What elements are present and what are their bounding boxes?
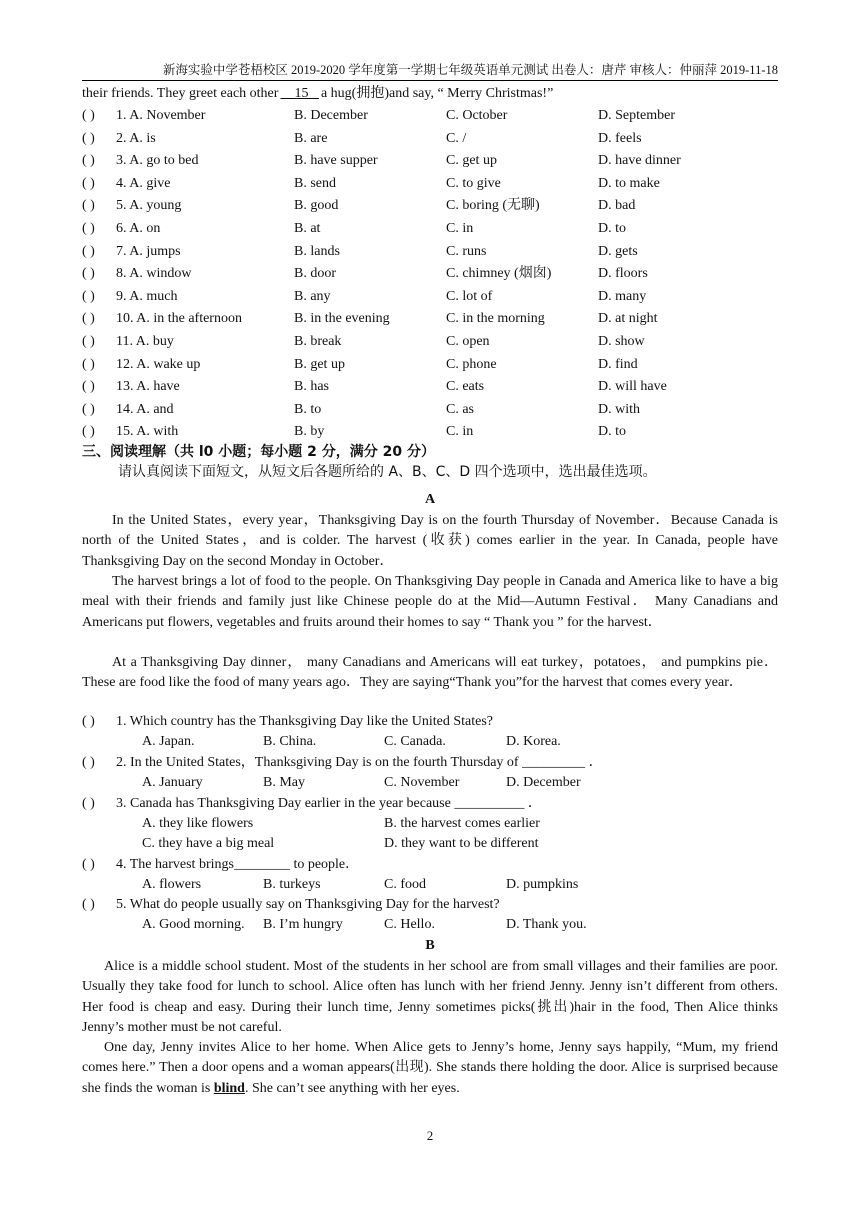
question-option: A. Good morning. — [142, 917, 245, 932]
answer-blank: ( ) — [82, 108, 95, 123]
option-b: B. at — [294, 221, 321, 236]
answer-blank: ( ) — [82, 379, 95, 395]
question-option: A. flowers — [142, 877, 202, 892]
question-option: B. May — [263, 775, 305, 790]
passage-a-paragraph-3: At a Thanksgiving Day dinner， many Canadians and Americans will eat turkey，potatoes， and pumpkins pie．These are food like the food of many years ago．They are saying“Thank you”for the harvest that comes every year． — [82, 655, 778, 691]
option-d: D. September — [598, 108, 675, 123]
cloze-row — [82, 195, 782, 217]
cloze-row — [82, 399, 782, 421]
option-b: B. in the evening — [294, 311, 390, 327]
option-a: 7. A. jumps — [116, 243, 181, 259]
option-c: C. phone — [446, 356, 497, 372]
question-text: 3. Canada has Thanksgiving Day earlier in the year because __________ ． — [116, 796, 542, 811]
option-a: 12. A. wake up — [116, 356, 201, 372]
option-c: C. in — [446, 221, 474, 236]
option-c: C. to give — [446, 175, 501, 191]
option-b: B. door — [294, 266, 336, 282]
option-d: D. gets — [598, 243, 638, 259]
question-option: C. Canada. — [384, 734, 446, 749]
option-b: B. break — [294, 334, 342, 349]
option-a: 4. A. give — [116, 175, 171, 191]
cloze-row — [82, 105, 782, 127]
question-option: B. China. — [263, 734, 317, 749]
question-option: B. the harvest comes earlier — [384, 816, 540, 831]
cloze-row — [82, 376, 782, 398]
question-option: A. January — [142, 775, 203, 790]
option-a: 13. A. have — [116, 379, 180, 395]
question-option: B. I’m hungry — [263, 917, 343, 932]
answer-blank: ( ) — [82, 221, 95, 236]
cloze-row — [82, 218, 782, 240]
answer-blank: ( ) — [82, 266, 95, 282]
option-a: 9. A. much — [116, 288, 178, 304]
option-a: 8. A. window — [116, 266, 192, 282]
option-a: 14. A. and — [116, 401, 174, 417]
passage-b-paragraph-1: Alice is a middle school student. Most of the students in her school are from small villages and their families are poor. Usually they take food for lunch to school. Alice often has lunch with her friend Jenny. Jenny isn’t different from others. Her food is cheap and easy. During their lunch time, Jenny sometimes picks(挑出)hair in the food, Then Alice thinks Jenny’s mother must be not careful. — [82, 959, 778, 1035]
option-c: C. October — [446, 108, 508, 123]
cloze-row — [82, 308, 782, 330]
intro-blank: 15 — [294, 86, 309, 101]
question-text: 5. What do people usually say on Thanksgiving Day for the harvest? — [116, 897, 500, 912]
option-c: C. lot of — [446, 288, 493, 304]
cloze-row — [82, 241, 782, 263]
cloze-row — [82, 263, 782, 285]
option-d: D. feels — [598, 130, 642, 146]
option-b: B. good — [294, 198, 339, 214]
cloze-row — [82, 173, 782, 195]
option-c: C. runs — [446, 243, 487, 259]
answer-blank: ( ) — [82, 243, 95, 259]
question-option: B. turkeys — [263, 877, 321, 892]
option-d: D. to make — [598, 175, 660, 191]
page-header: 新海实验中学苍梧校区 2019-2020 学年度第一学期七年级英语单元测试 出卷人：唐芹 审核人：仲丽萍 2019-11-18 — [82, 62, 778, 81]
answer-blank: ( ) — [82, 288, 95, 304]
option-d: D. find — [598, 356, 638, 372]
cloze-row — [82, 354, 782, 376]
answer-blank: ( ) — [82, 424, 95, 440]
cloze-intro-line — [82, 84, 553, 104]
option-b: B. by — [294, 424, 325, 440]
option-a: 3. A. go to bed — [116, 153, 199, 169]
option-b: B. have supper — [294, 153, 378, 169]
option-c: C. chimney (烟囱) — [446, 266, 552, 282]
option-d: D. will have — [598, 379, 667, 395]
option-d: D. to — [598, 221, 626, 236]
cloze-row — [82, 128, 782, 150]
page-number: 2 — [426, 1128, 434, 1143]
question-option: C. Hello. — [384, 917, 435, 932]
option-d: D. at night — [598, 311, 658, 327]
answer-blank: ( ) — [82, 857, 95, 872]
answer-blank: ( ) — [82, 198, 95, 214]
passage-b-title: B — [425, 938, 435, 953]
passage-a-paragraph-1: In the United States，every year，Thanksgiving Day is on the fourth Thursday of November．Because Canada is north of the United States，and is colder. The harvest (收获) comes earlier in the year. In Canada, people have Thanksgiving Day on the second Monday in October． — [82, 513, 778, 569]
option-b: B. any — [294, 288, 331, 304]
option-d: D. show — [598, 334, 645, 349]
blind-word: blind — [213, 1080, 245, 1096]
question-option: A. Japan. — [142, 734, 195, 749]
question-text: 2. In the United States，Thanksgiving Day is on the fourth Thursday of _________ ． — [116, 755, 603, 770]
question-option: D. December — [506, 775, 581, 790]
option-c: C. in — [446, 424, 474, 440]
option-d: D. many — [598, 288, 647, 304]
option-a: 1. A. November — [116, 108, 206, 123]
option-a: 10. A. in the afternoon — [116, 311, 242, 327]
intro-text-before: their friends. They greet each other — [82, 86, 279, 101]
option-a: 5. A. young — [116, 198, 182, 214]
option-c: C. open — [446, 334, 490, 349]
passage-a-paragraph-2: The harvest brings a lot of food to the people. On Thanksgiving Day people in Canada and America like to have a big meal with their friends and family just like Chinese people do at the Mid—Autumn Festival． Many Canadians and Americans put flowers, vegetables and fruits around their homes to say “ Thank you ” for the harvest． — [82, 574, 778, 630]
option-b: B. are — [294, 130, 328, 146]
section3-title: 三、阅读理解（共 l0 小题；每小题 2 分，满分 20 分） — [82, 444, 436, 460]
option-d: D. with — [598, 401, 640, 417]
answer-blank: ( ) — [82, 311, 95, 327]
answer-blank: ( ) — [82, 401, 95, 417]
cloze-row — [82, 421, 782, 443]
question-option: D. Thank you. — [506, 917, 587, 932]
option-d: D. floors — [598, 266, 648, 282]
question-text: 1. Which country has the Thanksgiving Day like the United States? — [116, 714, 494, 729]
option-a: 15. A. with — [116, 424, 179, 440]
answer-blank: ( ) — [82, 175, 95, 191]
intro-text-after: a hug(拥抱)and say, “ Merry Christmas!” — [320, 86, 554, 101]
option-d: D. bad — [598, 198, 636, 214]
question-text: 4. The harvest brings________ to people． — [116, 857, 360, 872]
answer-blank: ( ) — [82, 755, 95, 770]
option-a: 2. A. is — [116, 130, 156, 146]
answer-blank: ( ) — [82, 130, 95, 146]
option-d: D. have dinner — [598, 153, 681, 169]
option-b: B. send — [294, 175, 336, 191]
option-c: C. get up — [446, 153, 497, 169]
passage-a-title: A — [424, 492, 436, 507]
option-a: 11. A. buy — [116, 334, 174, 349]
option-b: B. get up — [294, 356, 345, 372]
answer-blank: ( ) — [82, 897, 95, 912]
option-c: C. in the morning — [446, 311, 545, 327]
question-option: D. Korea. — [506, 734, 561, 749]
passage-b-paragraph-2: One day, Jenny invites Alice to her home. When Alice gets to Jenny’s home, Jenny says happily, “Mum, my friend comes here.” Then a door opens and a woman appears(出现). She stands there holding the door. Alice is surprised because she finds the woman is blind. She can’t see anything with her eyes. — [82, 1040, 778, 1096]
question-option: C. food — [384, 877, 426, 892]
option-b: B. lands — [294, 243, 340, 259]
option-a: 6. A. on — [116, 221, 161, 236]
question-option: A. they like flowers — [142, 816, 254, 831]
cloze-row — [82, 286, 782, 308]
question-option: C. they have a big meal — [142, 836, 275, 851]
cloze-row — [82, 150, 782, 172]
answer-blank: ( ) — [82, 153, 95, 169]
option-b: B. December — [294, 108, 368, 123]
option-b: B. to — [294, 401, 322, 417]
option-c: C. as — [446, 401, 474, 417]
answer-blank: ( ) — [82, 796, 95, 811]
answer-blank: ( ) — [82, 334, 95, 349]
answer-blank: ( ) — [82, 356, 95, 372]
cloze-row — [82, 331, 782, 353]
option-d: D. to — [598, 424, 626, 440]
question-option: D. pumpkins — [506, 877, 579, 892]
option-c: C. boring (无聊) — [446, 198, 540, 214]
question-option: D. they want to be different — [384, 836, 539, 851]
question-option: C. November — [384, 775, 460, 790]
answer-blank: ( ) — [82, 714, 95, 729]
option-c: C. / — [446, 130, 467, 146]
section3-instruction: 请认真阅读下面短文，从短文后各题所给的 A、B、C、D 四个选项中，选出最佳选项。 — [118, 464, 657, 480]
option-b: B. has — [294, 379, 329, 395]
option-c: C. eats — [446, 379, 485, 395]
